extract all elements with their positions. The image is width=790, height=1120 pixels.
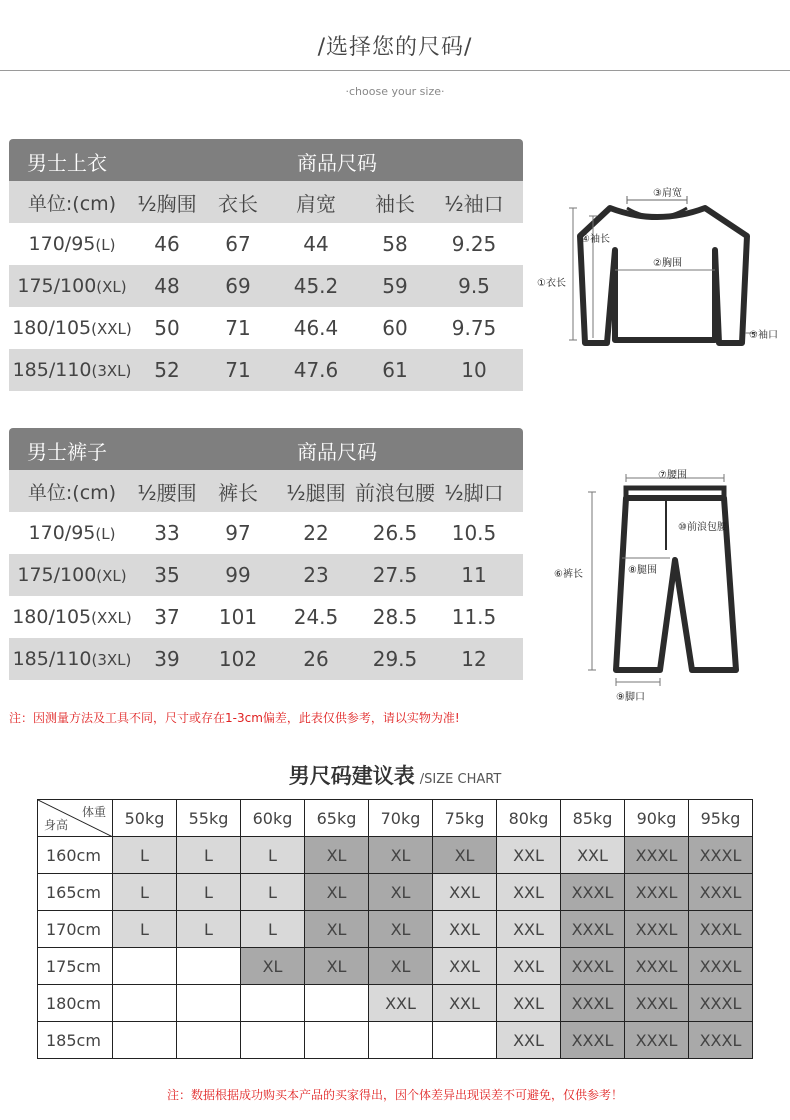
table-cell: 69: [225, 274, 251, 298]
table-cell: 46: [154, 232, 180, 256]
diagram-label: ⑧腿围: [628, 565, 657, 576]
size-cell: XXL: [497, 985, 561, 1022]
size-cell: XXXL: [625, 1022, 689, 1059]
size-cell: XXXL: [625, 837, 689, 874]
table-cell: 28.5: [372, 605, 418, 629]
size-cell: XL: [369, 911, 433, 948]
size-cell: XL: [369, 837, 433, 874]
pants-table-header: [9, 428, 523, 470]
table-cell: 12: [461, 647, 487, 671]
size-label: 170/95(L): [28, 522, 116, 544]
weight-header-row: [38, 800, 753, 837]
size-cell: XXXL: [689, 1022, 753, 1059]
height-row-header: 185cm: [38, 1022, 113, 1059]
weight-column-header: 85kg: [561, 800, 625, 837]
table-cell: 22: [303, 521, 329, 545]
pants-size-table: [9, 428, 523, 680]
weight-column-header: 90kg: [625, 800, 689, 837]
table-row: [9, 512, 523, 554]
page-title: /选择您的尺码/: [317, 35, 473, 60]
size-cell: XXXL: [689, 874, 753, 911]
height-row-header: 165cm: [38, 874, 113, 911]
column-header: ½腿围: [286, 480, 346, 505]
tops-column-headers: [9, 181, 523, 223]
table-cell: 61: [382, 358, 408, 382]
weight-column-header: 65kg: [305, 800, 369, 837]
size-cell: [305, 1022, 369, 1059]
size-cell: XL: [305, 874, 369, 911]
column-header: 前浪包腰: [355, 480, 435, 505]
weight-column-header: 60kg: [241, 800, 305, 837]
size-label: 175/100(XL): [17, 275, 127, 297]
shirt-diagram: [535, 178, 785, 353]
size-cell: [113, 948, 177, 985]
size-cell: [305, 985, 369, 1022]
size-cell: XXL: [369, 985, 433, 1022]
table-cell: 39: [154, 647, 180, 671]
table-row: [9, 265, 523, 307]
table-cell: 102: [218, 647, 258, 671]
size-cell: [241, 985, 305, 1022]
table-cell: 44: [303, 232, 329, 256]
tops-size-table: [9, 139, 523, 391]
size-cell: XXXL: [561, 911, 625, 948]
size-cell: XXL: [497, 1022, 561, 1059]
size-cell: XXXL: [561, 1022, 625, 1059]
table-cell: 26: [303, 647, 329, 671]
column-header: ½袖口: [444, 191, 504, 216]
size-cell: XXXL: [561, 948, 625, 985]
column-header: 衣长: [218, 191, 258, 216]
size-cell: [177, 948, 241, 985]
size-cell: XL: [305, 948, 369, 985]
diagram-label: ⑤袖口: [749, 330, 778, 341]
table-row: [9, 638, 523, 680]
table-cell: 9.75: [451, 316, 497, 340]
column-header: 单位:(cm): [27, 481, 117, 504]
table-cell: 35: [154, 563, 180, 587]
size-cell: XL: [369, 874, 433, 911]
size-cell: [177, 1022, 241, 1059]
table-row: [38, 985, 753, 1022]
size-cell: L: [113, 837, 177, 874]
size-cell: XXL: [433, 985, 497, 1022]
diagram-label: ⑦腰围: [658, 470, 687, 481]
table-cell: 26.5: [372, 521, 418, 545]
size-cell: XXL: [497, 837, 561, 874]
weight-column-header: 55kg: [177, 800, 241, 837]
size-chart-title-en: /SIZE CHART: [419, 772, 502, 787]
pants-table-name: 男士裤子: [27, 440, 107, 464]
size-cell: [113, 985, 177, 1022]
weight-axis-label: 体重: [81, 805, 106, 819]
diagram-label: ③肩宽: [653, 188, 682, 199]
size-label: 185/110(3XL): [12, 648, 132, 670]
tops-table-header: [9, 139, 523, 181]
diagram-label: ⑨脚口: [616, 692, 645, 703]
size-cell: [113, 1022, 177, 1059]
table-cell: 23: [303, 563, 329, 587]
diagram-label: ⑩前浪包腰: [678, 522, 727, 533]
height-axis-label: 身高: [44, 818, 69, 832]
size-cell: XL: [433, 837, 497, 874]
table-row: [38, 837, 753, 874]
size-chart-title-cn: 男尺码建议表: [288, 764, 415, 788]
pants-column-headers: [9, 470, 523, 512]
size-cell: XXXL: [561, 874, 625, 911]
table-cell: 46.4: [293, 316, 339, 340]
size-label: 180/105(XXL): [12, 317, 132, 339]
size-cell: L: [241, 874, 305, 911]
column-header: 肩宽: [296, 191, 336, 216]
table-row: [9, 596, 523, 638]
size-cell: L: [113, 874, 177, 911]
size-cell: XXXL: [625, 948, 689, 985]
table-cell: 9.5: [458, 274, 490, 298]
table-cell: 33: [154, 521, 180, 545]
tops-table-subtitle: 商品尺码: [297, 151, 377, 175]
table-cell: 45.2: [293, 274, 339, 298]
size-cell: XL: [241, 948, 305, 985]
column-header: 袖长: [375, 191, 415, 216]
table-cell: 58: [382, 232, 408, 256]
size-label: 175/100(XL): [17, 564, 127, 586]
table-cell: 50: [154, 316, 180, 340]
size-cell: XXXL: [689, 948, 753, 985]
table-row: [9, 307, 523, 349]
table-cell: 29.5: [372, 647, 418, 671]
size-cell: XXXL: [625, 985, 689, 1022]
weight-column-header: 50kg: [113, 800, 177, 837]
size-chart-note: 注：数据根据成功购买本产品的买家得出，因个体差异出现误差不可避免，仅供参考！: [166, 1088, 623, 1102]
weight-column-header: 75kg: [433, 800, 497, 837]
size-cell: XL: [305, 837, 369, 874]
height-row-header: 175cm: [38, 948, 113, 985]
column-header: ½腰围: [137, 480, 197, 505]
size-cell: L: [177, 874, 241, 911]
table-cell: 99: [225, 563, 251, 587]
size-cell: XXL: [561, 837, 625, 874]
diagram-label: ①衣长: [537, 278, 566, 289]
column-header: ½胸围: [137, 191, 197, 216]
size-cell: XXXL: [689, 837, 753, 874]
table-cell: 97: [225, 521, 251, 545]
table-cell: 11: [461, 563, 487, 587]
table-row: [38, 1022, 753, 1059]
size-cell: XXXL: [625, 874, 689, 911]
pants-diagram: [550, 460, 785, 705]
size-label: 170/95(L): [28, 233, 116, 255]
table-row: [9, 223, 523, 265]
table-cell: 27.5: [372, 563, 418, 587]
size-cell: L: [177, 837, 241, 874]
size-cell: XXXL: [561, 985, 625, 1022]
measurement-note: 注：因测量方法及工具不同，尺寸或存在1-3cm偏差，此表仅供参考，请以实物为准!: [9, 711, 460, 725]
size-label: 180/105(XXL): [12, 606, 132, 628]
table-cell: 47.6: [293, 358, 339, 382]
size-cell: [241, 1022, 305, 1059]
size-cell: XXL: [433, 911, 497, 948]
table-cell: 10.5: [451, 521, 497, 545]
table-row: [38, 911, 753, 948]
pants-outline-icon: [550, 460, 785, 705]
column-header: ½脚口: [444, 480, 504, 505]
size-cell: XXL: [497, 874, 561, 911]
size-cell: L: [113, 911, 177, 948]
table-cell: 52: [154, 358, 180, 382]
pants-table-subtitle: 商品尺码: [297, 440, 377, 464]
size-label: 185/110(3XL): [12, 359, 132, 381]
table-row: [9, 349, 523, 391]
header-divider: [0, 70, 790, 71]
page-subtitle: ·choose your size·: [345, 85, 445, 98]
column-header: 裤长: [218, 480, 258, 505]
size-cell: XXXL: [689, 985, 753, 1022]
table-cell: 60: [382, 316, 408, 340]
size-cell: L: [241, 837, 305, 874]
size-cell: XXL: [433, 874, 497, 911]
table-cell: 71: [225, 358, 251, 382]
size-cell: XXL: [497, 911, 561, 948]
table-cell: 71: [225, 316, 251, 340]
table-row: [38, 948, 753, 985]
table-cell: 24.5: [293, 605, 339, 629]
table-row: [38, 874, 753, 911]
table-cell: 59: [382, 274, 408, 298]
table-cell: 10: [461, 358, 487, 382]
height-row-header: 160cm: [38, 837, 113, 874]
size-cell: XXL: [497, 948, 561, 985]
size-cell: [433, 1022, 497, 1059]
corner-cell: [38, 800, 113, 837]
table-cell: 101: [218, 605, 258, 629]
column-header: 单位:(cm): [27, 192, 117, 215]
size-chart-grid: [37, 799, 753, 1059]
size-cell: [177, 985, 241, 1022]
table-cell: 48: [154, 274, 180, 298]
table-cell: 9.25: [451, 232, 497, 256]
size-cell: XXXL: [625, 911, 689, 948]
diagram-label: ⑥裤长: [554, 569, 583, 580]
weight-column-header: 70kg: [369, 800, 433, 837]
table-cell: 37: [154, 605, 180, 629]
table-row: [9, 554, 523, 596]
diagram-label: ④袖长: [581, 234, 610, 245]
weight-column-header: 95kg: [689, 800, 753, 837]
size-cell: XL: [305, 911, 369, 948]
tops-table-name: 男士上衣: [27, 151, 107, 175]
height-row-header: 170cm: [38, 911, 113, 948]
size-cell: L: [177, 911, 241, 948]
size-cell: XXL: [433, 948, 497, 985]
size-cell: XXXL: [689, 911, 753, 948]
size-cell: XL: [369, 948, 433, 985]
size-cell: [369, 1022, 433, 1059]
size-cell: L: [241, 911, 305, 948]
table-cell: 11.5: [451, 605, 497, 629]
weight-column-header: 80kg: [497, 800, 561, 837]
size-chart-title: [0, 760, 790, 790]
diagram-label: ②胸围: [653, 258, 682, 269]
height-row-header: 180cm: [38, 985, 113, 1022]
table-cell: 67: [225, 232, 251, 256]
